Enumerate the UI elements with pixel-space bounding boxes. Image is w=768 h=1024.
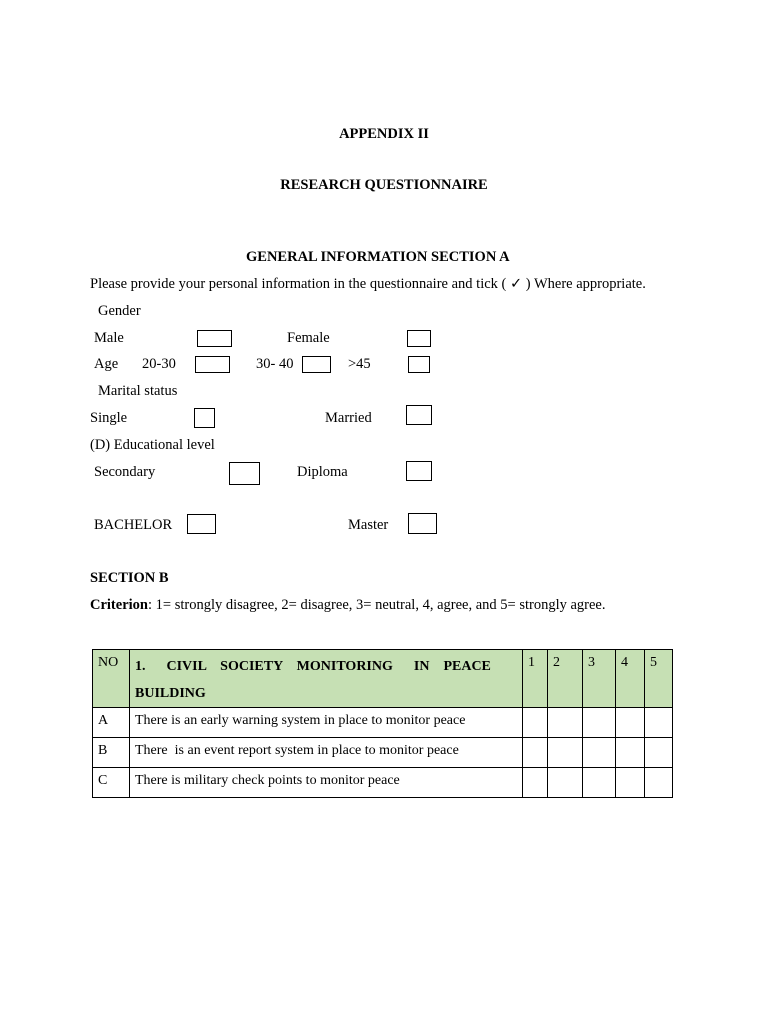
age-20-30-checkbox[interactable] bbox=[195, 356, 230, 373]
row-no: A bbox=[93, 708, 130, 738]
header-scale-4: 4 bbox=[616, 650, 645, 708]
row-statement: There is an early warning system in place to monitor peace bbox=[130, 708, 523, 738]
diploma-label: Diploma bbox=[297, 464, 348, 480]
header-scale-3: 3 bbox=[583, 650, 616, 708]
row-no: B bbox=[93, 738, 130, 768]
table-row bbox=[93, 738, 673, 768]
questionnaire-title: RESEARCH QUESTIONNAIRE bbox=[280, 177, 488, 193]
age-option-45: >45 bbox=[348, 356, 371, 372]
section-b-title: SECTION B bbox=[90, 570, 169, 586]
gender-label: Gender bbox=[98, 303, 141, 319]
single-checkbox[interactable] bbox=[194, 408, 215, 428]
age-label: Age bbox=[94, 356, 119, 372]
male-checkbox[interactable] bbox=[197, 330, 232, 347]
male-label: Male bbox=[94, 330, 124, 346]
header-no: NO bbox=[93, 650, 130, 708]
rating-cell-2[interactable] bbox=[548, 738, 583, 768]
single-label: Single bbox=[90, 410, 128, 426]
diploma-checkbox[interactable] bbox=[406, 461, 432, 481]
rating-cell-5[interactable] bbox=[645, 708, 673, 738]
criterion-label: Criterion bbox=[90, 597, 148, 613]
appendix-heading: APPENDIX II bbox=[339, 126, 429, 142]
rating-cell-3[interactable] bbox=[583, 708, 616, 738]
header-scale-5: 5 bbox=[645, 650, 673, 708]
secondary-label: Secondary bbox=[94, 464, 156, 480]
row-statement: There is military check points to monitor peace bbox=[130, 768, 523, 798]
bachelor-checkbox[interactable] bbox=[187, 514, 216, 534]
rating-table bbox=[92, 649, 673, 798]
rating-cell-1[interactable] bbox=[523, 738, 548, 768]
rating-cell-4[interactable] bbox=[616, 738, 645, 768]
married-label: Married bbox=[325, 410, 372, 426]
rating-cell-3[interactable] bbox=[583, 738, 616, 768]
table-row bbox=[93, 708, 673, 738]
row-statement: There is an event report system in place to monitor peace bbox=[130, 738, 523, 768]
criterion-text: : 1= strongly disagree, 2= disagree, 3= neutral, 4, agree, and 5= strongly agree. bbox=[147, 597, 606, 613]
section-a-title: GENERAL INFORMATION SECTION A bbox=[246, 249, 510, 265]
header-title bbox=[130, 650, 523, 708]
table-header-row bbox=[93, 650, 673, 708]
age-option-20-30: 20-30 bbox=[142, 356, 176, 372]
master-label: Master bbox=[348, 517, 389, 533]
age-45-checkbox[interactable] bbox=[408, 356, 430, 373]
rating-cell-5[interactable] bbox=[645, 768, 673, 798]
header-scale-1: 1 bbox=[523, 650, 548, 708]
female-label: Female bbox=[287, 330, 330, 346]
education-level-label: (D) Educational level bbox=[90, 437, 215, 453]
table-row bbox=[93, 768, 673, 798]
rating-cell-1[interactable] bbox=[523, 708, 548, 738]
header-scale-2: 2 bbox=[548, 650, 583, 708]
rating-cell-2[interactable] bbox=[548, 768, 583, 798]
instruction-text: Please provide your personal information in the questionnaire and tick ( ✓ ) Where appropriate. bbox=[90, 276, 646, 292]
female-checkbox[interactable] bbox=[407, 330, 431, 347]
row-no: C bbox=[93, 768, 130, 798]
secondary-checkbox[interactable] bbox=[229, 462, 260, 485]
rating-cell-4[interactable] bbox=[616, 708, 645, 738]
rating-cell-1[interactable] bbox=[523, 768, 548, 798]
rating-cell-5[interactable] bbox=[645, 738, 673, 768]
bachelor-label: BACHELOR bbox=[94, 517, 173, 533]
married-checkbox[interactable] bbox=[406, 405, 432, 425]
rating-cell-3[interactable] bbox=[583, 768, 616, 798]
header-title-line2: BUILDING bbox=[135, 686, 206, 701]
criterion-line bbox=[90, 596, 606, 614]
rating-cell-2[interactable] bbox=[548, 708, 583, 738]
age-option-30-40: 30- 40 bbox=[256, 356, 294, 372]
marital-status-label: Marital status bbox=[98, 383, 178, 399]
age-30-40-checkbox[interactable] bbox=[302, 356, 331, 373]
rating-cell-4[interactable] bbox=[616, 768, 645, 798]
header-title-line1: 1. CIVIL SOCIETY MONITORING IN PEACE bbox=[135, 659, 491, 674]
master-checkbox[interactable] bbox=[408, 513, 437, 534]
